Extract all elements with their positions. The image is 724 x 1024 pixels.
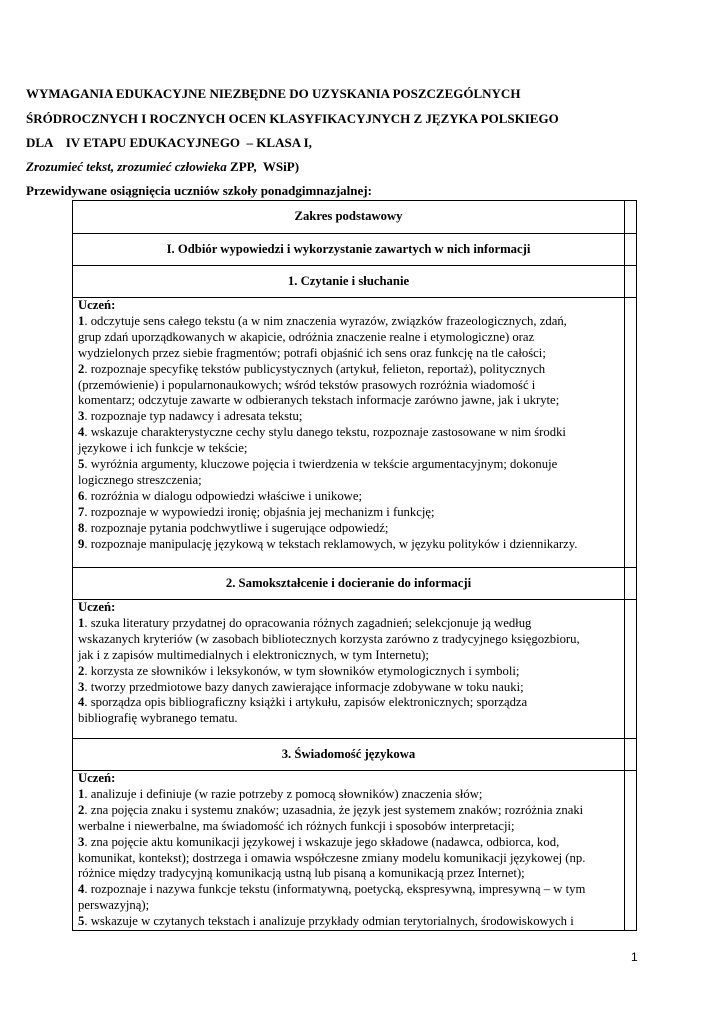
- list-item-line: [78, 314, 621, 330]
- list-item-line: [78, 711, 621, 727]
- header-line-4: [26, 159, 299, 175]
- side-cell: [625, 298, 637, 568]
- list-item-line: [78, 537, 621, 553]
- list-item-line: [78, 695, 621, 711]
- subsection-2-body: [73, 600, 625, 739]
- item-text: różnice między tradycyjną komunikacją ustną lub pisaną a komunikacją przez Internet);: [78, 866, 525, 881]
- item-text: . rozpoznaje w wypowiedzi ironię; objaśnia jej mechanizm i funkcję;: [84, 504, 435, 519]
- book-publisher: ZPP, WSiP): [226, 159, 300, 174]
- list-item-line: [78, 648, 621, 664]
- page-number: 1: [631, 950, 638, 964]
- header-line-1: WYMAGANIA EDUKACYJNE NIEZBĘDNE DO UZYSKANIA POSZCZEGÓLNYCH: [26, 86, 521, 101]
- item-text: językowe i ich funkcje w tekście;: [78, 441, 248, 456]
- item-number: 1: [78, 786, 85, 801]
- item-text: grup zdań uporządkowanych w akapicie, odróżnia znaczenie realne i etymologiczne) oraz: [78, 329, 535, 344]
- list-item-line: [78, 882, 621, 898]
- side-cell: [625, 234, 637, 266]
- item-text: logicznego streszczenia;: [78, 472, 202, 487]
- item-number: 2: [78, 663, 85, 678]
- item-text: komunikat, kontekst); dostrzega i omawia współczesne zmiany modelu komunikacji językowej (np.: [78, 850, 586, 865]
- list-item-line: [78, 898, 621, 914]
- list-item-line: [78, 425, 621, 441]
- list-item-line: [78, 505, 621, 521]
- uczen-label: Uczeń:: [78, 600, 116, 614]
- list-item-line: [78, 680, 621, 696]
- item-text: werbalne i niewerbalne, ma świadomość ich różnych funkcji i sposobów interpretacji;: [78, 818, 515, 833]
- item-number: 1: [78, 615, 85, 630]
- list-item-line: [78, 409, 621, 425]
- item-number: 2: [78, 361, 85, 376]
- item-text: . zna pojęcia znaku i systemu znaków; uzasadnia, że język jest systemem znaków; rozróżnia znaki: [84, 802, 584, 817]
- list-item-line: [78, 521, 621, 537]
- list-item-line: [78, 851, 621, 867]
- book-title: Zrozumieć tekst, zrozumieć człowieka: [26, 159, 227, 174]
- item-number: 4: [78, 695, 85, 710]
- list-item-line: [78, 835, 621, 851]
- subsection-1-body: [73, 298, 625, 568]
- item-number: 6: [78, 488, 85, 503]
- subsection-3-body: [73, 771, 625, 931]
- uczen-label: Uczeń:: [78, 771, 116, 785]
- item-number: 3: [78, 679, 85, 694]
- item-text: . wyróżnia argumenty, kluczowe pojęcia i twierdzenia w tekście argumentacyjnym; dokonuje: [84, 457, 558, 472]
- side-cell: [625, 600, 637, 739]
- item-text: . odczytuje sens całego tekstu (a w nim znaczenia wyrazów, związków frazeologicznych, zdań,: [84, 313, 567, 328]
- uczen-label: Uczeń:: [78, 298, 116, 312]
- item-text: . wskazuje w czytanych tekstach i analizuje przykłady odmian terytorialnych, środowiskowych i: [84, 914, 574, 929]
- item-number: 8: [78, 520, 85, 535]
- item-text: . zna pojęcie aktu komunikacji językowej i wskazuje jego składowe (nadawca, odbiorca, kod,: [84, 834, 560, 849]
- list-item-line: [78, 664, 621, 680]
- item-number: 3: [78, 409, 85, 424]
- item-text: . rozróżnia w dialogu odpowiedzi właściwe i unikowe;: [84, 488, 362, 503]
- item-text: . rozpoznaje pytania podchwytliwe i sugerujące odpowiedź;: [84, 520, 389, 535]
- item-text: . analizuje i definiuje (w razie potrzeby z pomocą słowników) znaczenia słów;: [84, 786, 483, 801]
- list-item-line: [78, 457, 621, 473]
- list-item-line: [78, 819, 621, 835]
- item-text: komentarz; odczytuje zawarte w odbieranych tekstach informacje zarówno jawne, jak i ukryte;: [78, 393, 560, 408]
- list-item-line: [78, 473, 621, 489]
- header-line-3: DLA IV ETAPU EDUKACYJNEGO – KLASA I,: [26, 135, 312, 150]
- side-cell: [625, 568, 637, 600]
- item-number: 4: [78, 425, 85, 440]
- item-text: perswazyjną);: [78, 898, 150, 913]
- side-cell: [625, 266, 637, 298]
- subsection-3-title: 3. Świadomość językowa: [73, 739, 625, 771]
- list-item-line: [78, 866, 621, 882]
- list-item-line: [78, 441, 621, 457]
- item-text: . rozpoznaje specyfikę tekstów publicystycznych (artykuł, felieton, reportaż), politycznych: [84, 361, 546, 376]
- item-number: 7: [78, 504, 85, 519]
- list-item-line: [78, 632, 621, 648]
- list-item-line: [78, 616, 621, 632]
- item-number: 9: [78, 536, 85, 551]
- item-text: wydzielonych przez siebie fragmentów; potrafi objaśnić ich sens oraz funkcję na tle całości;: [78, 345, 546, 360]
- requirements-table: [72, 200, 637, 931]
- item-text: . sporządza opis bibliograficzny książki i artykułu, zapisów elektronicznych; sporządza: [84, 695, 528, 710]
- item-text: . korzysta ze słowników i leksykonów, w tym słowników etymologicznych i symboli;: [84, 663, 520, 678]
- item-number: 1: [78, 313, 85, 328]
- subsection-2-title: 2. Samokształcenie i docieranie do informacji: [73, 568, 625, 600]
- item-text: jak i z zapisów multimedialnych i elektronicznych, w tym Internetu);: [78, 647, 429, 662]
- item-text: (przemówienie) i popularnonaukowych; wśród tekstów prasowych rozróżnia wiadomość i: [78, 377, 536, 392]
- side-cell: [625, 771, 637, 931]
- section-title-cell: I. Odbiór wypowiedzi i wykorzystanie zawartych w nich informacji: [73, 234, 625, 266]
- item-text: . rozpoznaje typ nadawcy i adresata tekstu;: [84, 409, 303, 424]
- list-item-line: [78, 362, 621, 378]
- list-item-line: [78, 787, 621, 803]
- item-text: . tworzy przedmiotowe bazy danych zawierające informacje zdobywane w toku nauki;: [84, 679, 524, 694]
- header-line-5: Przewidywane osiągnięcia uczniów szkoły ponadgimnazjalnej:: [26, 183, 372, 198]
- list-item-line: [78, 393, 621, 409]
- item-text: . rozpoznaje manipulację językową w tekstach reklamowych, w języku polityków i dziennikarzy.: [84, 536, 578, 551]
- item-number: 5: [78, 914, 85, 929]
- item-number: 2: [78, 802, 85, 817]
- list-item-line: [78, 378, 621, 394]
- side-cell: [625, 739, 637, 771]
- item-number: 5: [78, 457, 85, 472]
- item-number: 4: [78, 882, 85, 897]
- item-number: 3: [78, 834, 85, 849]
- item-text: . wskazuje charakterystyczne cechy stylu danego tekstu, rozpoznaje zastosowane w nim środki: [84, 425, 566, 440]
- zakres-cell: Zakres podstawowy: [73, 201, 625, 234]
- list-item-line: [78, 346, 621, 362]
- side-cell: [625, 201, 637, 234]
- list-item-line: [78, 914, 621, 930]
- item-text: . szuka literatury przydatnej do opracowania różnych zagadnień; selekcjonuje ją według: [84, 615, 532, 630]
- list-item-line: [78, 803, 621, 819]
- list-item-line: [78, 330, 621, 346]
- item-text: bibliografię wybranego tematu.: [78, 711, 238, 726]
- item-text: . rozpoznaje i nazywa funkcje tekstu (informatywną, poetycką, ekspresywną, impresywną – w tym: [84, 882, 586, 897]
- list-item-line: [78, 489, 621, 505]
- item-text: wskazanych kryteriów (w zasobach bibliotecznych korzysta zarówno z tradycyjnego księgozbioru,: [78, 631, 580, 646]
- header-line-2: ŚRÓDROCZNYCH I ROCZNYCH OCEN KLASYFIKACYJNYCH Z JĘZYKA POLSKIEGO: [26, 111, 559, 126]
- subsection-1-title: 1. Czytanie i słuchanie: [73, 266, 625, 298]
